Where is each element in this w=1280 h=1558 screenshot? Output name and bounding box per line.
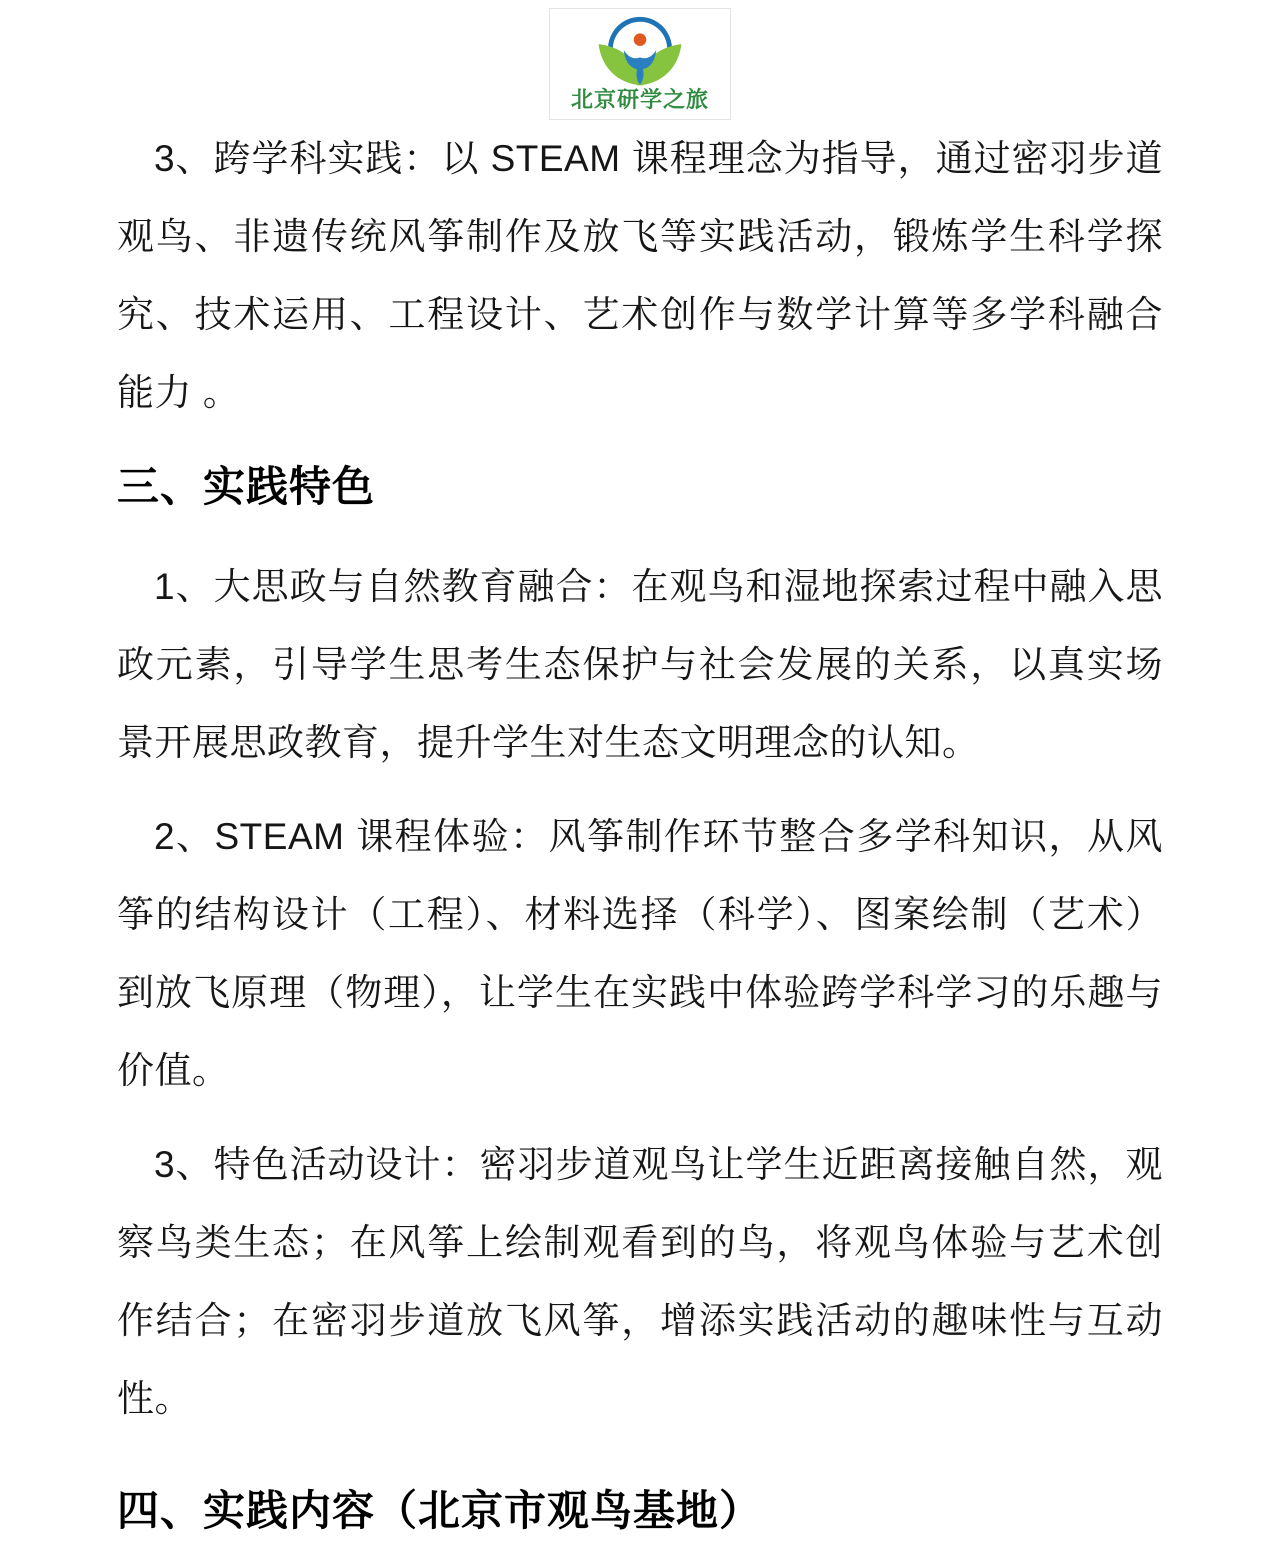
logo xyxy=(549,8,731,120)
paragraph-cross-discipline-practice: 3、跨学科实践：以 STEAM 课程理念为指导，通过密羽步道观鸟、非遗传统风筝制作及放飞等实践活动，锻炼学生科学探究、技术运用、工程设计、艺术创作与数学计算等多学科融合能力 。 xyxy=(117,138,1163,413)
paragraph-featured-activity-design: 3、特色活动设计：密羽步道观鸟让学生近距离接触自然，观察鸟类生态；在风筝上绘制观看到的鸟，将观鸟体验与艺术创作结合；在密羽步道放飞风筝，增添实践活动的趣味性与互动性。 xyxy=(117,1144,1163,1419)
paragraph-ideology-nature-fusion: 1、大思政与自然教育融合：在观鸟和湿地探索过程中融入思政元素，引导学生思考生态保护与社会发展的关系，以真实场景开展思政教育，提升学生对生态文明理念的认知。 xyxy=(117,566,1163,763)
heading-practice-features: 三、实践特色 xyxy=(117,463,376,510)
logo-text: 北京研学之旅 xyxy=(570,87,709,112)
paragraph-steam-course-experience: 2、STEAM 课程体验：风筝制作环节整合多学科知识，从风筝的结构设计（工程）、材料选择（科学）、图案绘制（艺术）到放飞原理（物理），让学生在实践中体验跨学科学习的乐趣与价值。 xyxy=(117,816,1163,1091)
heading-practice-content: 四、实践内容（北京市观鸟基地） xyxy=(117,1487,763,1534)
logo-sun-dot xyxy=(634,33,647,46)
study-tour-logo-icon xyxy=(571,13,709,87)
